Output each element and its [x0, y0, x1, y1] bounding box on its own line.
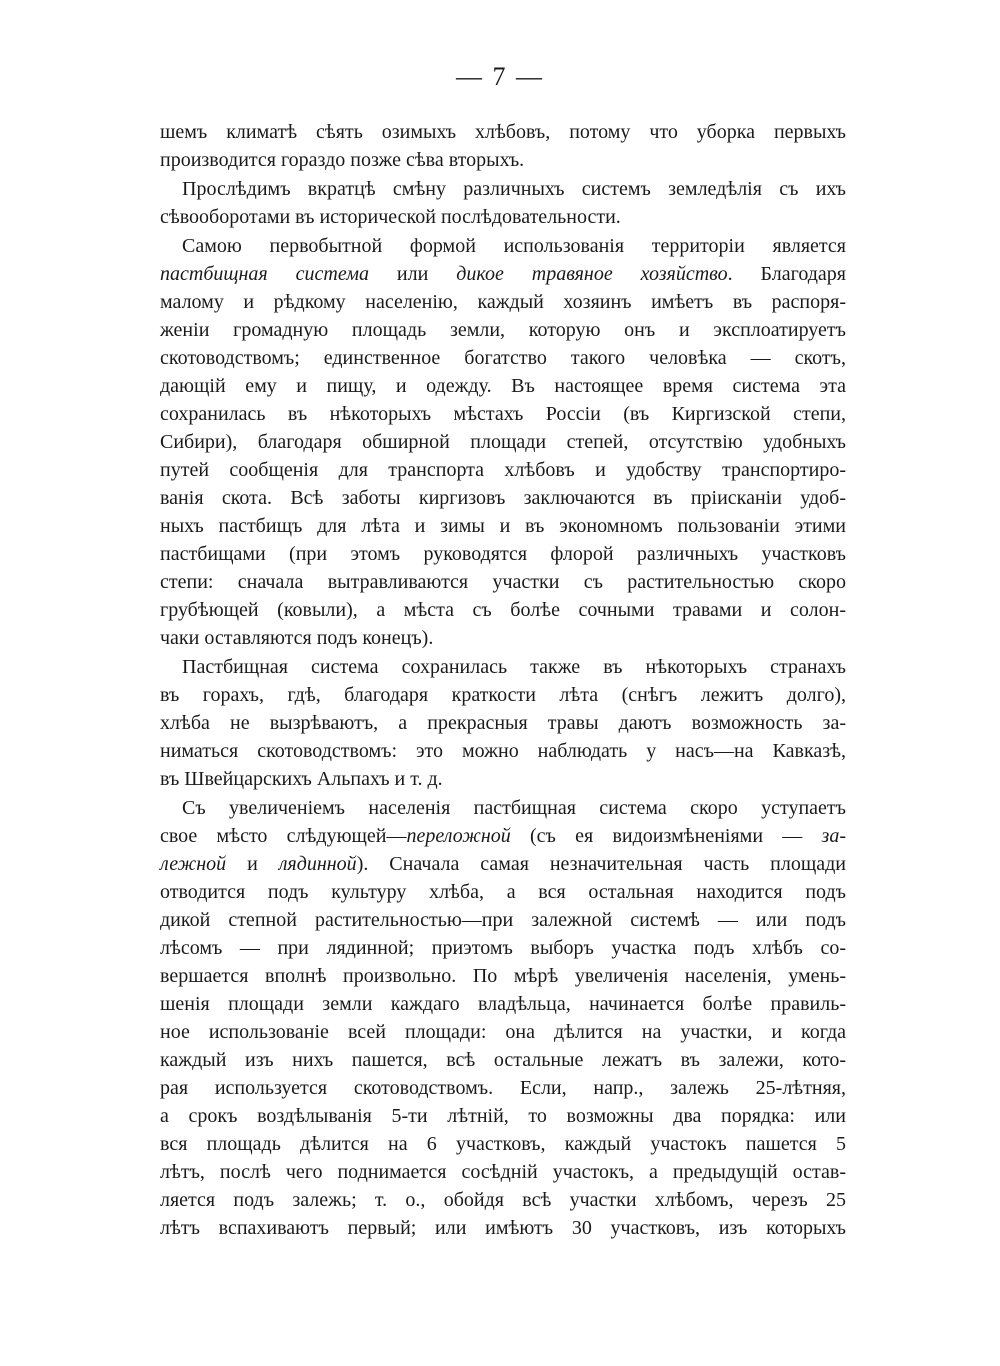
text-line: [160, 906, 846, 934]
text-segment: Самою первобытной формой использованія территоріи является: [182, 235, 846, 257]
text-line: [160, 990, 846, 1018]
paragraph: [160, 653, 846, 793]
italic-term: лежной: [160, 853, 227, 875]
text-line: [160, 1158, 846, 1186]
text-line: [160, 934, 846, 962]
text-segment: лѣтъ, послѣ чего поднимается сосѣдній участокъ, а предыдущій остав-: [160, 1161, 846, 1183]
text-line: [160, 1102, 846, 1130]
text-segment: . Благодаря: [727, 263, 847, 285]
italic-term: переложной: [406, 825, 511, 847]
paragraph: [160, 232, 846, 652]
text-line: [160, 146, 846, 174]
text-line: [160, 822, 846, 850]
text-segment: лѣсомъ — при лядинной; приэтомъ выборъ участка подъ хлѣбъ со-: [160, 937, 846, 959]
text-segment: сохранилась въ нѣкоторыхъ мѣстахъ Россіи (въ Киргизской степи,: [160, 403, 846, 425]
text-segment: женіи громадную площадь земли, которую онъ и эксплоатируетъ: [160, 319, 846, 341]
text-line: [160, 624, 846, 652]
text-line: [160, 118, 846, 146]
text-line: [160, 372, 846, 400]
text-segment: рая используется скотоводствомъ. Если, напр., залежь 25-лѣтняя,: [160, 1077, 846, 1099]
paragraph: [160, 175, 846, 231]
text-line: [160, 794, 846, 822]
text-segment: малому и рѣдкому населенію, каждый хозяинъ имѣетъ въ распоря-: [160, 291, 846, 313]
italic-term: за-: [821, 825, 846, 847]
text-segment: лѣтъ вспахиваютъ первый; или имѣютъ 30 участковъ, изъ которыхъ: [160, 1217, 846, 1239]
text-line: [160, 540, 846, 568]
text-line: [160, 709, 846, 737]
text-segment: ванія скота. Всѣ заботы киргизовъ заключаются въ пріисканіи удоб-: [160, 487, 846, 509]
text-line: [160, 1018, 846, 1046]
text-segment: степи: сначала вытравливаются участки съ растительностью скоро: [160, 571, 846, 593]
text-line: [160, 1074, 846, 1102]
text-line: [160, 428, 846, 456]
body-text: [160, 118, 846, 1243]
text-segment: скотоводствомъ; единственное богатство такого человѣка — скотъ,: [160, 347, 846, 369]
text-line: [160, 653, 846, 681]
text-segment: производится гораздо позже сѣва вторыхъ.: [160, 149, 525, 171]
text-line: [160, 850, 846, 878]
text-segment: ное использованіе всей площади: она дѣлится на участки, и когда: [160, 1021, 846, 1043]
text-line: [160, 232, 846, 260]
text-segment: дающій ему и пищу, и одежду. Въ настоящее время система эта: [160, 375, 846, 397]
text-segment: вершается вполнѣ произвольно. По мѣрѣ увеличенія населенія, умень-: [160, 965, 846, 987]
text-segment: путей сообщенія для транспорта хлѣбовъ и удобству транспортиро-: [160, 459, 846, 481]
text-segment: хлѣба не вызрѣваютъ, а прекрасныя травы даютъ возможность за-: [160, 712, 846, 734]
text-line: [160, 288, 846, 316]
italic-term: пастбищная система: [160, 263, 369, 285]
text-segment: Прослѣдимъ вкратцѣ смѣну различныхъ системъ земледѣлія съ ихъ: [182, 178, 846, 200]
text-segment: въ горахъ, гдѣ, благодаря краткости лѣта (снѣгъ лежитъ долго),: [160, 684, 846, 706]
text-line: [160, 596, 846, 624]
text-segment: ниматься скотоводствомъ: это можно наблюдать у насъ—на Кавказѣ,: [160, 740, 846, 762]
text-segment: отводится подъ культуру хлѣба, а вся остальная находится подъ: [160, 881, 846, 903]
text-segment: сѣвооборотами въ исторической послѣдовательности.: [160, 206, 621, 228]
text-segment: (съ ея видоизмѣненіями —: [510, 825, 822, 847]
text-line: [160, 400, 846, 428]
text-segment: ляется подъ залежь; т. о., обойдя всѣ участки хлѣбомъ, черезъ 25: [160, 1189, 846, 1211]
text-segment: вся площадь дѣлится на 6 участковъ, каждый участокъ пашется 5: [160, 1133, 846, 1155]
text-segment: Пастбищная система сохранилась также въ нѣкоторыхъ странахъ: [182, 656, 846, 678]
text-segment: чаки оставляются подъ конецъ).: [160, 627, 434, 649]
text-segment: или: [368, 263, 457, 285]
paragraph: [160, 118, 846, 174]
text-line: [160, 1186, 846, 1214]
text-segment: дикой степной растительностью—при залежной системѣ — или подъ: [160, 909, 846, 931]
text-line: [160, 316, 846, 344]
text-segment: и: [226, 853, 279, 875]
text-segment: свое мѣсто слѣдующей—: [160, 825, 407, 847]
text-segment: ныхъ пастбищъ для лѣта и зимы и въ экономномъ пользованіи этими: [160, 515, 846, 537]
text-line: [160, 1046, 846, 1074]
text-line: [160, 1130, 846, 1158]
text-line: [160, 344, 846, 372]
text-segment: шенія площади земли каждаго владѣльца, начинается болѣе правиль-: [160, 993, 846, 1015]
text-segment: грубѣющей (ковыли), а мѣста съ болѣе сочными травами и солон-: [160, 599, 846, 621]
page-number: — 7 —: [456, 62, 544, 91]
text-line: [160, 765, 846, 793]
paragraph: [160, 794, 846, 1242]
text-line: [160, 203, 846, 231]
text-line: [160, 175, 846, 203]
text-segment: ). Сначала самая незначительная часть площади: [356, 853, 846, 875]
text-segment: шемъ климатѣ сѣять озимыхъ хлѣбовъ, потому что уборка первыхъ: [160, 121, 846, 143]
text-segment: а срокъ воздѣлыванія 5-ти лѣтній, то возможны два порядка: или: [160, 1105, 846, 1127]
text-segment: Сибири), благодаря обширной площади степей, отсутствію удобныхъ: [160, 431, 846, 453]
text-line: [160, 962, 846, 990]
text-line: [160, 1214, 846, 1242]
text-segment: каждый изъ нихъ пашется, всѣ остальные лежатъ въ залежи, кото-: [160, 1049, 846, 1071]
text-line: [160, 737, 846, 765]
italic-term: дикое травяное хозяйство: [456, 263, 728, 285]
italic-term: лядинной: [278, 853, 357, 875]
text-segment: Съ увеличеніемъ населенія пастбищная система скоро уступаетъ: [182, 797, 846, 819]
text-segment: въ Швейцарскихъ Альпахъ и т. д.: [160, 768, 443, 790]
text-segment: пастбищами (при этомъ руководятся флорой различныхъ участковъ: [160, 543, 846, 565]
text-line: [160, 456, 846, 484]
text-line: [160, 260, 846, 288]
text-line: [160, 512, 846, 540]
text-line: [160, 878, 846, 906]
text-line: [160, 681, 846, 709]
text-line: [160, 484, 846, 512]
text-line: [160, 568, 846, 596]
